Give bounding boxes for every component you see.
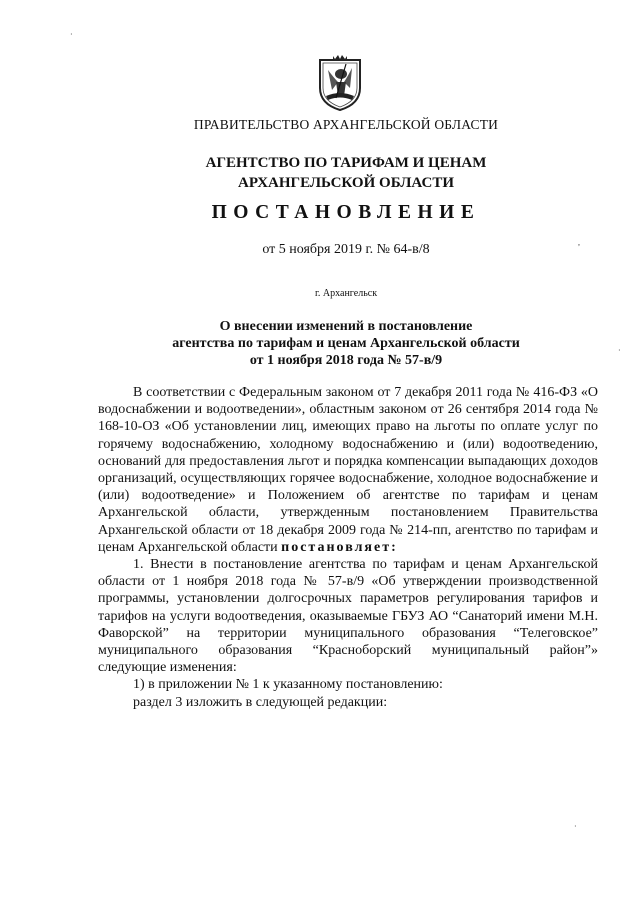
agency-name-line-1: АГЕНТСТВО ПО ТАРИФАМ И ЦЕНАМ [205, 155, 487, 171]
subject-line-1: О внесении изменений в постановление [219, 319, 473, 334]
document-body [98, 384, 598, 711]
document-date-number: от 5 ноября 2019 г. № 64-в/8 [262, 242, 430, 257]
subject-line-3: от 1 ноября 2018 года № 57-в/9 [249, 353, 443, 368]
scan-dot: · [70, 30, 73, 39]
resolves-word: постановляет: [281, 539, 398, 555]
document-type: ПОСТАНОВЛЕНИЕ [211, 202, 481, 223]
document-city: г. Архангельск [314, 288, 378, 299]
paragraph-section-3: раздел 3 изложить в следующей редакции: [133, 694, 388, 710]
agency-name [96, 153, 596, 193]
subject-line-2: агентства по тарифам и ценам Архангельской области [172, 336, 520, 351]
government-name: ПРАВИТЕЛЬСТВО АРХАНГЕЛЬСКОЙ ОБЛАСТИ [193, 117, 499, 132]
scan-dot: , [578, 238, 580, 247]
paragraph-preamble [98, 384, 598, 556]
document-subject [96, 318, 596, 369]
preamble-text: В соответствии с Федеральным законом от 7 декабря 2011 года № 416-ФЗ «О водоснабжении и водоотведении», областным законом от 26 сентября 2014 года № 168-10-ОЗ «Об установлении лиц, имеющих право на льготы по оплате услуг по горячему водоснабжению, холодному водоснабжению и (или) водоотведению, оснований для предоставления льгот и порядка компенсации выпадающих доходов организаций, осуществляющих горячее водоснабжение, холодное водоснабжение и (или) водоотведение» и Положением об агентстве по тарифам и ценам Архангельской области, утвержденным постановлением Правительства Архангельской области от 18 декабря 2009 года № 214-пп, агентство по тарифам и ценам Архангельской области [98, 385, 598, 555]
coat-of-arms-icon [316, 54, 364, 112]
scan-dot: · [618, 346, 621, 355]
agency-name-line-2: АРХАНГЕЛЬСКОЙ ОБЛАСТИ [238, 175, 454, 191]
paragraph-subitem-1: 1) в приложении № 1 к указанному постановлению: [133, 677, 443, 693]
scan-dot: · [574, 822, 577, 831]
paragraph-item-1: 1. Внести в постановление агентства по тарифам и ценам Архангельской области от 1 ноября 2018 года № 57-в/9 «Об утверждении производственной программы, установлении долгосрочных параметров регулирования тарифов и тарифов на услуги водоотведения, оказываемые ГБУЗ АО “Санаторий имени М.Н. Фаворской” на территории муниципального образования “Телеговское” муниципального образования “Красноборский муниципальный район”» следующие изменения: [98, 557, 598, 676]
